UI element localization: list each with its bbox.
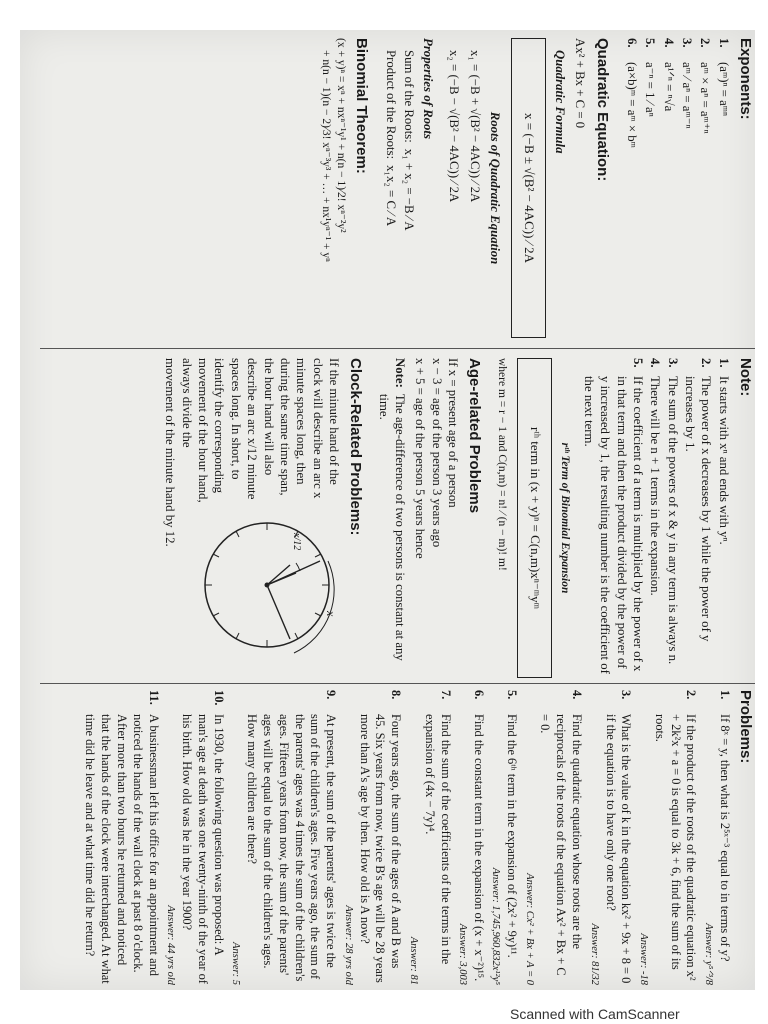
problem-item	[537, 690, 585, 985]
column-notes	[40, 358, 755, 678]
paper-sheet	[20, 30, 755, 990]
hour-hand-start	[267, 565, 290, 585]
exponent-rule-number: 1.	[716, 38, 731, 48]
note-number: 1.	[716, 358, 731, 368]
problem-item	[470, 690, 486, 985]
problem-number: 1.	[717, 690, 732, 700]
problem-text: If the product of the roots of the quadratic equation x² + 2k²x + a = 0 is equal to 3k + 6, find the sum of its roots.	[652, 714, 699, 981]
exponent-rule	[660, 38, 676, 338]
properties-title: Properties of Roots	[420, 38, 435, 139]
column-problems	[40, 690, 755, 985]
note-item	[682, 358, 715, 678]
note-text: The power of x decreases by 1 while the power of y increases by 1.	[683, 376, 714, 642]
problem-answer: Answer: 81/32	[588, 923, 600, 985]
problems-title: Problems:	[737, 690, 754, 764]
product-formula: x₁x₂ = C ⁄ A	[384, 165, 399, 227]
problem-answer: Answer: y⁵ᐟ³/8	[702, 923, 714, 985]
problem-number: 11.	[146, 690, 161, 705]
note-number: 2.	[699, 358, 714, 368]
note-item	[715, 358, 731, 678]
product-of-roots	[383, 38, 399, 338]
exponent-rule-number: 5.	[643, 38, 658, 48]
hour-hand-end	[267, 573, 296, 585]
problem-item	[81, 690, 160, 985]
exponent-rule-formula: a¹ᐟⁿ = ⁿ√a	[661, 62, 676, 112]
exponent-rule	[697, 38, 713, 338]
note-item	[580, 358, 646, 678]
note-number: 5.	[630, 358, 645, 368]
problem-item	[243, 690, 338, 985]
sum-of-roots	[401, 38, 417, 338]
problem-number: 9.	[324, 690, 339, 700]
problem-text: Find the 6ᵗʰ term in the expansion of (2x² + 9y)¹¹.	[505, 714, 520, 958]
problem-number: 3.	[619, 690, 634, 700]
problem-item	[716, 690, 732, 985]
problem-item	[602, 690, 634, 985]
note-item	[664, 358, 680, 678]
rth-term-title: rᵗʰ Term of Binomial Expansion	[559, 442, 572, 594]
column-divider-2	[40, 683, 755, 684]
sum-label: Sum of the Roots:	[402, 50, 417, 143]
exponent-rule-number: 2.	[698, 38, 713, 48]
problem-item	[421, 690, 453, 985]
note-number: 3.	[665, 358, 680, 368]
clock-section	[162, 358, 342, 678]
exponent-rule-formula: aᵐ ⁄ aⁿ = aᵐ⁻ⁿ	[680, 62, 695, 129]
problem-number: 8.	[389, 690, 404, 700]
problem-number: 10.	[211, 690, 226, 706]
age-line: x − 3 = age of the person 3 years ago	[429, 358, 444, 548]
problem-text: A businessman left his office for an appointment and noticed the hands of the wall clock at past 8 o'clock. After more than two hours he returned and noticed that the hands of the clock were interchanged. At what time did he leave and at what time did he return?	[83, 714, 161, 984]
clock-figure	[192, 503, 342, 678]
camscanner-label: Scanned with CamScanner	[510, 1006, 680, 1022]
problem-text: In 1930, the following question was proposed: A man's age at death was one twenty-ninth of the year of his birth. How old was he in the year 1900?	[179, 714, 226, 984]
note-number: 4.	[648, 358, 663, 368]
note-text: The sum of the powers of x & y in any term is always n.	[665, 376, 680, 665]
age-note-text: The age-difference of two persons is constant at any time.	[376, 393, 408, 661]
quadratic-title: Quadratic Equation:	[593, 38, 611, 182]
age-lines	[412, 358, 461, 678]
problem-answer: Answer: 28 yrs old	[342, 905, 354, 985]
problem-text: Four years ago, the sum of the ages of A and B was 45. Six years from now, twice B's age will be 28 years more than A's age by then. How old is A now?	[357, 714, 404, 983]
clock-diagram	[192, 503, 342, 678]
problem-answer: Answer: 5	[230, 942, 242, 985]
quadratic-formula-title: Quadratic Formula	[553, 50, 567, 154]
exponents-title: Exponents:	[737, 38, 754, 120]
quadratic-equation: Ax² + Bx + C = 0	[573, 38, 588, 129]
problem-number: 2.	[684, 690, 699, 700]
problem-text: At present, the sum of the parents' ages is twice the sum of the children's ages. Five years ago, the sum of the parents' ages was 4 times the sum of the children's ages. Fifteen years from now, the sum of the parents' ages will be equal to the sum of the children's ages. How many children are there?	[244, 714, 339, 982]
age-note-label: Note:	[393, 358, 408, 388]
problem-text: What is the value of k in the equation kx² + 9x + 8 = 0 if the equation is to have only one root?	[603, 714, 634, 984]
exponent-rule-formula: aᵐ × aⁿ = aᵐ⁺ⁿ	[698, 62, 713, 134]
minute-hand-end	[267, 585, 290, 639]
rotated-sheet	[40, 38, 755, 988]
problem-text: Find the quadratic equation whose roots are the reciprocals of the roots of the equation Ax² + Bx + C = 0.	[538, 714, 585, 976]
note-title: Note:	[737, 358, 754, 397]
problem-text: Find the sum of the coefficients of the terms in the expansion of (4x − 7y)⁴.	[422, 714, 453, 965]
problem-item	[651, 690, 699, 985]
column-divider	[40, 348, 755, 349]
note-text: If the coefficient of a term is multiplied by the power of x in that term and then the product divided by the power of y increased by 1, the resulting number is the coefficient of the next term.	[581, 376, 645, 674]
problem-answer: Answer: 3,003	[457, 923, 468, 985]
exponent-rule-formula: (a×b)ᵐ = aᵐ × bᵐ	[624, 62, 639, 148]
binomial-title: Binomial Theorem:	[352, 38, 370, 174]
rth-where: where m = r − 1 and C(n,m) = n! ⁄ (n − m)! m!	[496, 358, 509, 571]
binomial-line-two: + n(n − 1)(n − 2)⁄3! xⁿ⁻³y³ + … + nx¹yⁿ⁻¹ + yⁿ	[319, 50, 332, 262]
note-item	[647, 358, 663, 678]
clock-label-x12: x/12	[291, 533, 303, 551]
hour-arc	[296, 563, 300, 571]
problem-number: 5.	[505, 690, 520, 700]
clock-text: If the minute hand of the clock will describe an arc x minute spaces long, then during the same time span, the hour hand will also describe an arc x/12 minute spaces long. In short, to identify the corresponding movement of the hour hand, always divide the movement of the minute hand by 12.	[163, 358, 342, 547]
exponent-rule-formula: (aᵐ)ⁿ = aᵐⁿ	[716, 62, 731, 117]
clock-title: Clock-Related Problems:	[347, 358, 365, 536]
exponent-rule-number: 6.	[624, 38, 639, 48]
clock-center	[265, 583, 270, 588]
exponent-rule-number: 4.	[661, 38, 676, 48]
note-text: It starts with xⁿ and ends with yⁿ.	[716, 376, 731, 545]
problem-number: 6.	[471, 690, 486, 700]
rth-term-box: rᵗʰ term in (x + y)ⁿ = C(n,m)xⁿ⁻ᵐyᵐ	[517, 358, 552, 678]
roots-title: Roots of Quadratic Equation	[488, 111, 502, 265]
exponent-rule-number: 3.	[680, 38, 695, 48]
age-line: If x = present age of a person	[446, 358, 461, 508]
problem-list	[81, 690, 732, 985]
exponent-rules	[624, 38, 732, 338]
binomial-line-one: (x + y)ⁿ = xⁿ + nxⁿ⁻¹y¹ + n(n − 1)⁄2! xⁿ⁻²y²	[334, 38, 347, 233]
problem-number: 7.	[438, 690, 453, 700]
exponent-rule	[624, 38, 640, 338]
problem-item	[503, 690, 519, 985]
age-note	[375, 358, 408, 678]
note-list	[580, 358, 731, 678]
sum-formula: x₁ + x₂ = −B ⁄ A	[402, 148, 417, 231]
column-formulas	[40, 38, 755, 338]
exponent-rule	[715, 38, 731, 338]
age-line: x + 5 = age of the person 5 years hence	[413, 358, 428, 559]
problem-answer: Answer: 81	[407, 936, 419, 985]
root-one: x₁ = (−B + √(B² − 4AC)) ⁄ 2A	[467, 50, 482, 203]
age-title: Age-related Problems	[466, 358, 484, 514]
problem-answer: Answer: 44 yrs old	[165, 905, 176, 985]
exponent-rule	[642, 38, 658, 338]
note-text: There will be n + 1 terms in the expansion.	[648, 376, 663, 596]
problem-answer: Answer: Cx² + Bx + A = 0	[523, 873, 535, 985]
problem-item	[178, 690, 226, 985]
product-label: Product of the Roots:	[384, 50, 399, 160]
root-two: x₂ = (−B − √(B² − 4AC)) ⁄ 2A	[447, 50, 462, 203]
exponent-rule	[679, 38, 695, 338]
clock-label-x: x	[324, 611, 339, 617]
problem-number: 4.	[570, 690, 585, 700]
problem-answer: Answer: 1,745,960,832x¹²y⁵	[490, 867, 502, 985]
problem-text: Find the constant term in the expansion of (x + x⁻²)¹⁵.	[471, 714, 486, 982]
quadratic-formula-box: x = (−B ± √(B² − 4AC)) ⁄ 2A	[511, 38, 546, 338]
problem-item	[356, 690, 404, 985]
exponent-rule-formula: a⁻ⁿ = 1 ⁄ aⁿ	[643, 62, 658, 117]
problem-answer: Answer: -18	[637, 933, 649, 985]
problem-text: If 8ˣ = y, then what is 2⁵ˣ⁻³ equal to in terms of y?	[717, 714, 732, 962]
